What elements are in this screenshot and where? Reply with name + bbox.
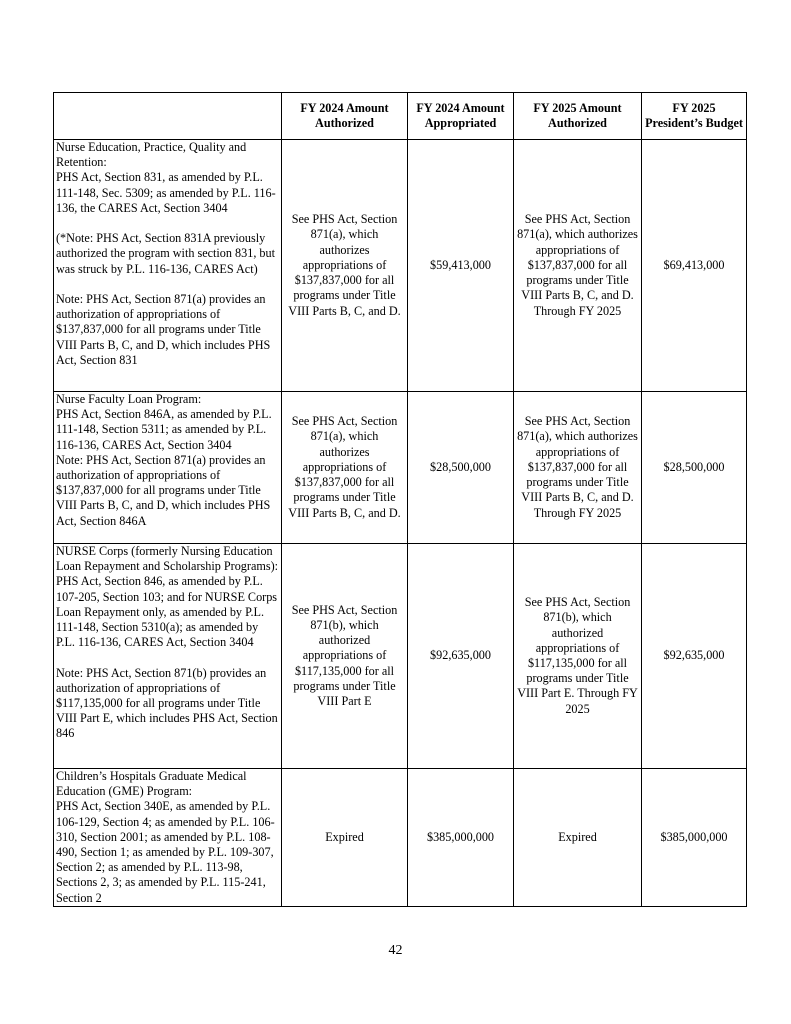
fy2025-authorized-cell: See PHS Act, Section 871(a), which authorizes appropriations of $137,837,000 for all programs under Title VIII Parts B, C, and D. Through FY 2025 bbox=[514, 392, 642, 544]
program-line: Note: PHS Act, Section 871(a) provides an authorization of appropriations of $137,837,000 for all programs under Title VIII Parts B, C, and D, which includes PHS Act, Section 846A bbox=[56, 452, 271, 528]
header-fy2025-authorized: FY 2025 Amount Authorized bbox=[514, 93, 642, 140]
authorization-table bbox=[53, 92, 747, 907]
fy2024-appropriated-cell: $28,500,000 bbox=[408, 392, 514, 544]
program-cell bbox=[54, 769, 282, 907]
fy2025-authorized-cell: See PHS Act, Section 871(b), which authorized appropriations of $117,135,000 for all programs under Title VIII Part E. Through FY 2025 bbox=[514, 544, 642, 769]
table-row bbox=[54, 140, 747, 392]
program-cell bbox=[54, 140, 282, 392]
paragraph-gap bbox=[56, 216, 279, 231]
program-line: PHS Act, Section 340E, as amended by P.L. 106-129, Section 4; as amended by P.L. 106-310, Section 2001; as amended by P.L. 108-490, Section 1; as amended by P.L. 109-307, Section 2; as amended by P.L. 113-98, Sections 2, 3; as amended by P.L. 115-241, Section 2 bbox=[56, 799, 275, 905]
fy2024-authorized-cell: See PHS Act, Section 871(a), which authorizes appropriations of $137,837,000 for all programs under Title VIII Parts B, C, and D. bbox=[282, 140, 408, 392]
fy2025-authorized-cell: See PHS Act, Section 871(a), which authorizes appropriations of $137,837,000 for all programs under Title VIII Parts B, C, and D. Through FY 2025 bbox=[514, 140, 642, 392]
fy2024-appropriated-cell: $385,000,000 bbox=[408, 769, 514, 907]
program-cell bbox=[54, 544, 282, 769]
program-line: PHS Act, Section 831, as amended by P.L. 111-148, Sec. 5309; as amended by P.L. 116-136, the CARES Act, Section 3404 bbox=[56, 170, 276, 215]
table-row bbox=[54, 544, 747, 769]
program-line: Note: PHS Act, Section 871(b) provides an authorization of appropriations of $117,135,000 for all programs under Title VIII Part E, which includes PHS Act, Section 846 bbox=[56, 665, 278, 741]
fy2025-authorized-cell: Expired bbox=[514, 769, 642, 907]
fy2025-budget-cell: $385,000,000 bbox=[642, 769, 747, 907]
program-cell bbox=[54, 392, 282, 544]
program-line: Nurse Education, Practice, Quality and Retention: bbox=[56, 140, 247, 170]
fy2024-appropriated-cell: $59,413,000 bbox=[408, 140, 514, 392]
paragraph-gap bbox=[56, 277, 279, 292]
fy2024-authorized-cell: Expired bbox=[282, 769, 408, 907]
header-program bbox=[54, 93, 282, 140]
program-line: Children’s Hospitals Graduate Medical Education (GME) Program: bbox=[56, 769, 247, 799]
header-fy2025-budget: FY 2025 President’s Budget bbox=[642, 93, 747, 140]
program-line: (*Note: PHS Act, Section 831A previously authorized the program with section 831, but was struck by P.L. 116-136, CARES Act) bbox=[56, 231, 275, 276]
program-line: Note: PHS Act, Section 871(a) provides an authorization of appropriations of $137,837,000 for all programs under Title VIII Parts B, C, and D, which includes PHS Act, Section 831 bbox=[56, 292, 271, 367]
page-number: 42 bbox=[388, 943, 403, 958]
table-header-row bbox=[54, 93, 747, 140]
fy2024-authorized-cell: See PHS Act, Section 871(a), which authorizes appropriations of $137,837,000 for all programs under Title VIII Parts B, C, and D. bbox=[282, 392, 408, 544]
paragraph-gap bbox=[56, 650, 279, 665]
fy2024-appropriated-cell: $92,635,000 bbox=[408, 544, 514, 769]
fy2024-authorized-cell: See PHS Act, Section 871(b), which authorized appropriations of $117,135,000 for all programs under Title VIII Part E bbox=[282, 544, 408, 769]
fy2025-budget-cell: $92,635,000 bbox=[642, 544, 747, 769]
fy2025-budget-cell: $69,413,000 bbox=[642, 140, 747, 392]
table-row bbox=[54, 392, 747, 544]
program-line: NURSE Corps (formerly Nursing Education Loan Repayment and Scholarship Programs): bbox=[56, 544, 279, 574]
table-row bbox=[54, 769, 747, 907]
fy2025-budget-cell: $28,500,000 bbox=[642, 392, 747, 544]
header-fy2024-appropriated: FY 2024 Amount Appropriated bbox=[408, 93, 514, 140]
program-line: Nurse Faculty Loan Program: bbox=[56, 392, 202, 406]
program-line: PHS Act, Section 846A, as amended by P.L. 111-148, Section 5311; as amended by P.L. 116-136, CARES Act, Section 3404 bbox=[56, 407, 272, 452]
program-line: PHS Act, Section 846, as amended by P.L. 107-205, Section 103; and for NURSE Corps Loan Repayment only, as amended by P.L. 111-148, Section 5310(a); as amended by P.L. 116-136, CARES Act, Section 3404 bbox=[56, 574, 278, 650]
header-fy2024-authorized: FY 2024 Amount Authorized bbox=[282, 93, 408, 140]
